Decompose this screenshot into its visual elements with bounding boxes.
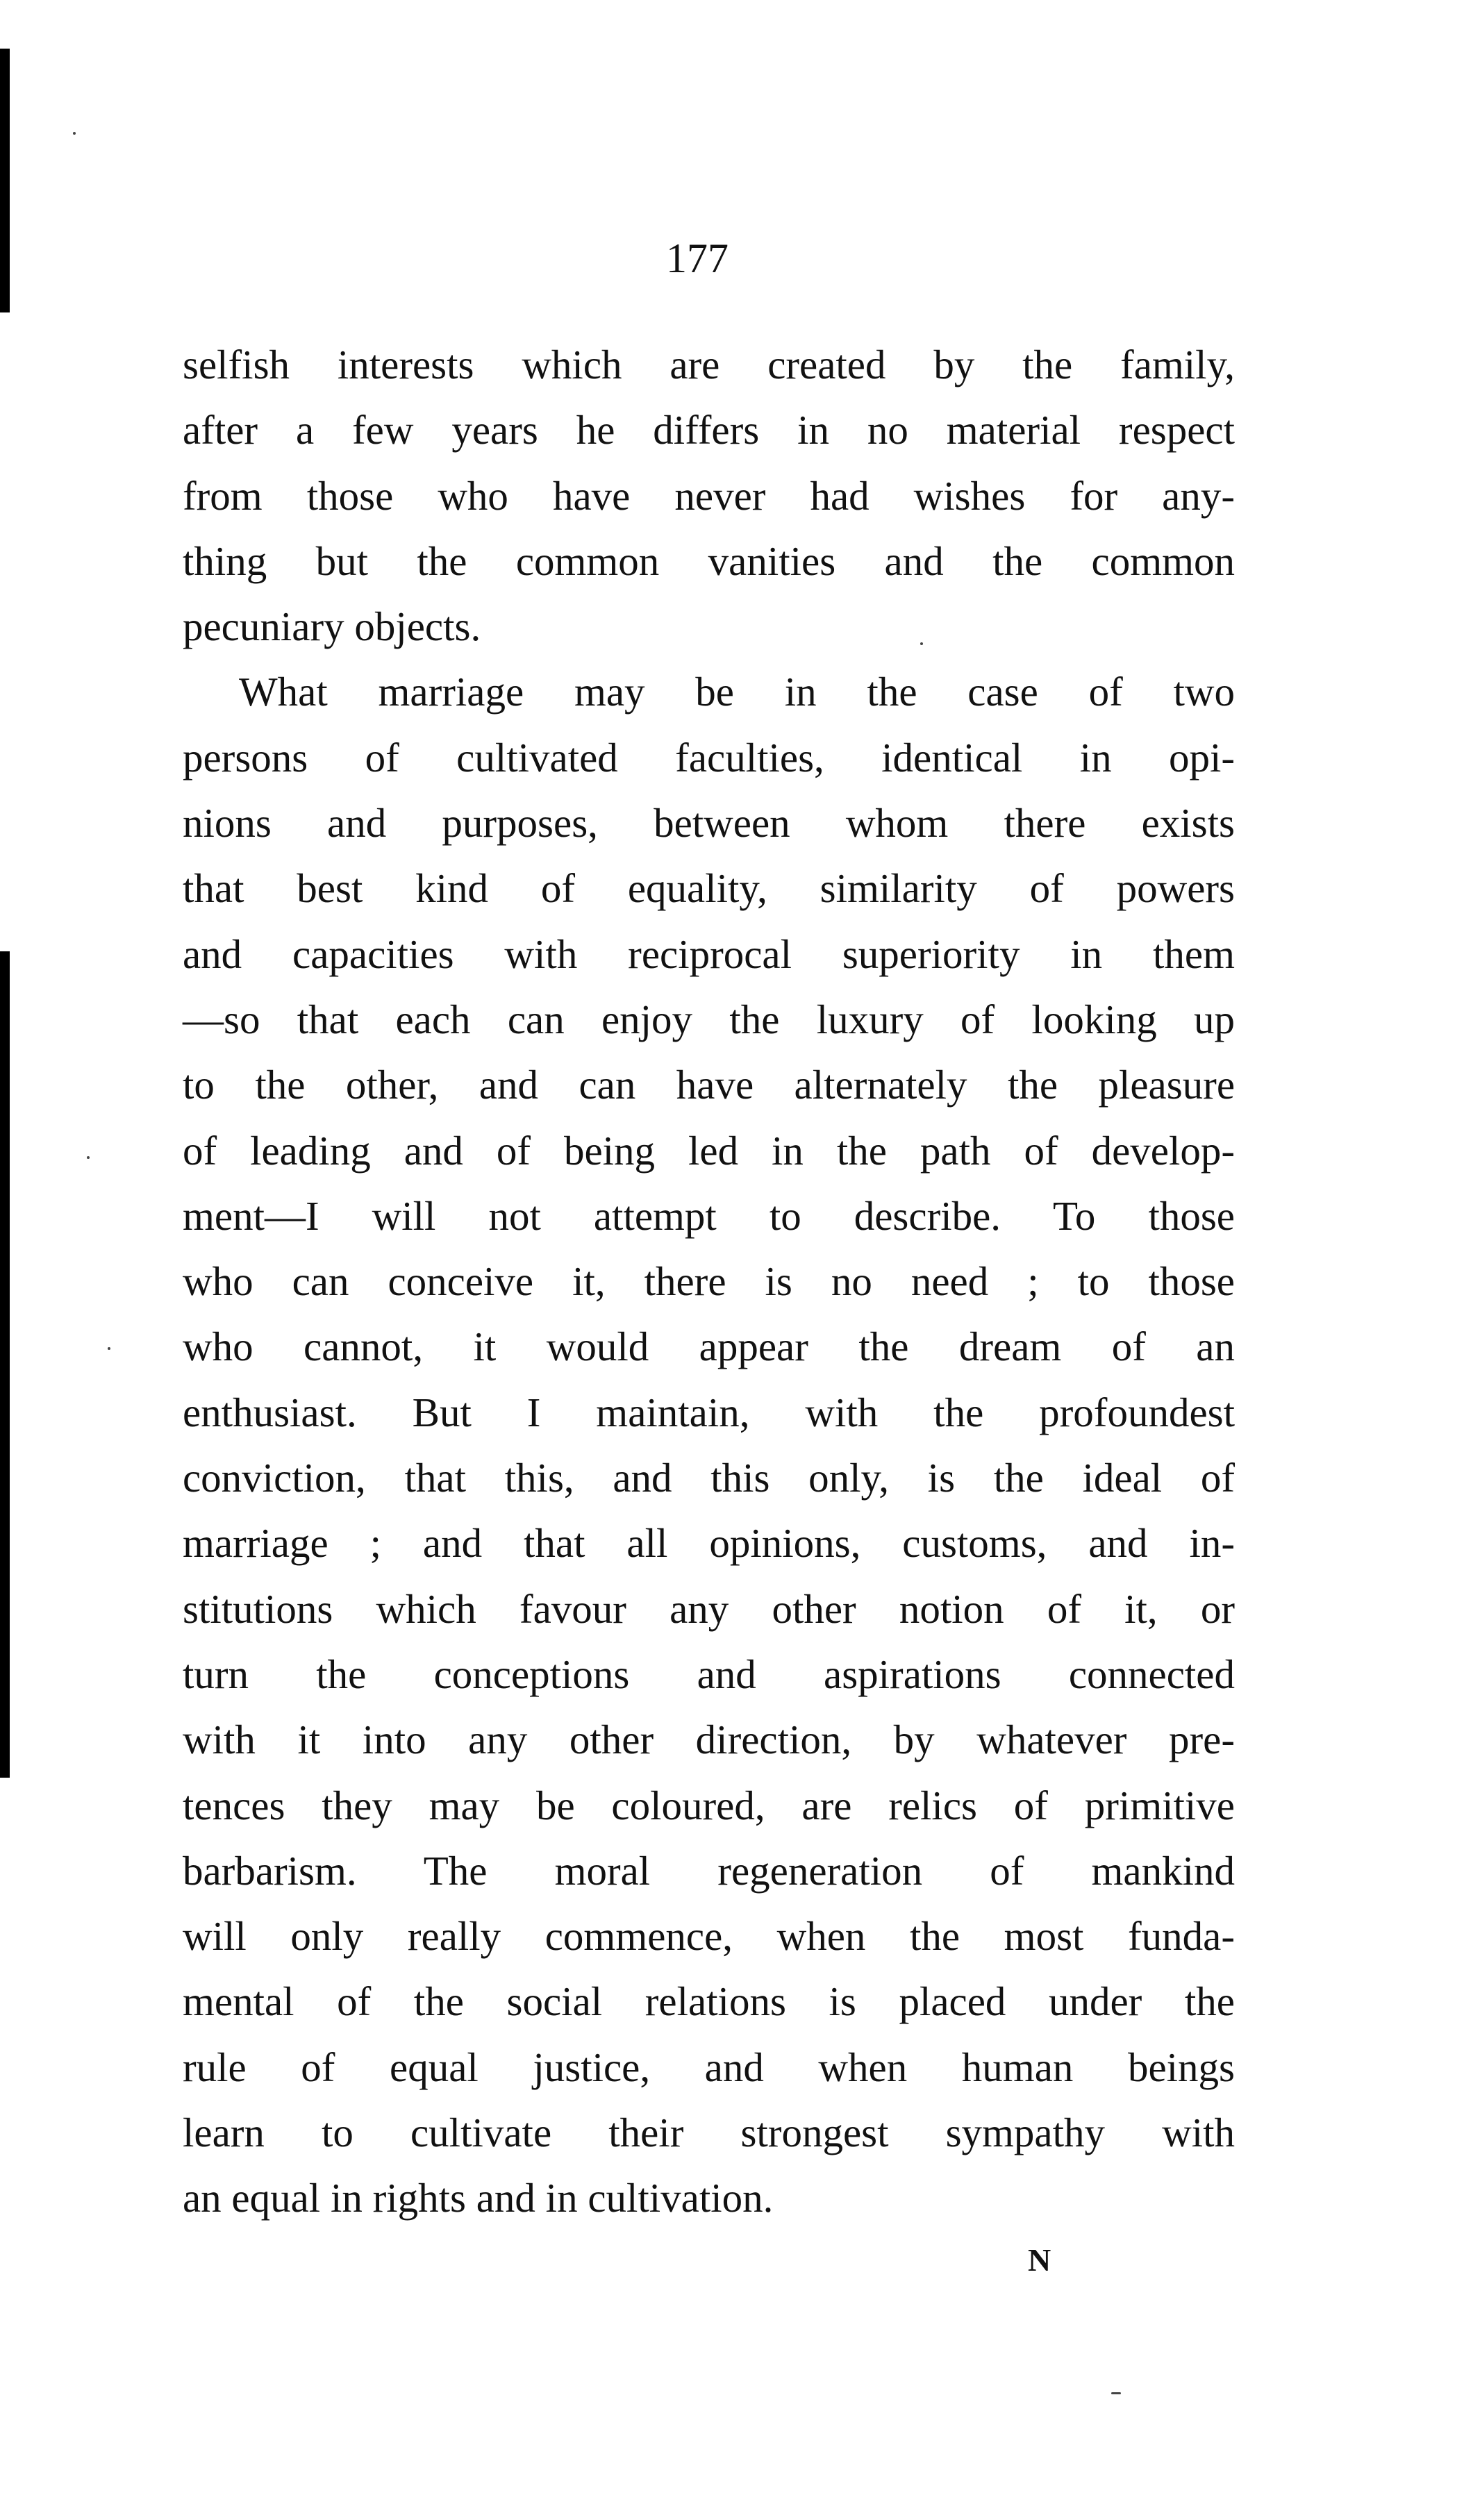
- text-line: ment—I will not attempt to describe. To those: [183, 1192, 1235, 1239]
- text-line: mental of the social relations is placed under the: [183, 1978, 1235, 2025]
- text-line: who cannot, it would appear the dream of an: [183, 1324, 1235, 1370]
- text-line: stitutions which favour any other notion of it, or: [183, 1585, 1235, 1632]
- text-line: nions and purposes, between whom there exists: [183, 800, 1235, 846]
- binding-edge-mark: [0, 951, 10, 1778]
- text-line: enthusiast. But I maintain, with the profoundest: [183, 1389, 1235, 1435]
- text-line: rule of equal justice, and when human beings: [183, 2044, 1235, 2090]
- paragraph: [183, 332, 1235, 659]
- text-line: conviction, that this, and this only, is the ideal of: [183, 1455, 1235, 1501]
- text-line: an equal in rights and in cultivation.: [183, 2175, 774, 2221]
- scan-speck: [73, 132, 76, 135]
- text-line: to the other, and can have alternately the pleasure: [183, 1062, 1235, 1108]
- text-line: thing but the common vanities and the common: [183, 537, 1235, 584]
- text-line: persons of cultivated faculties, identical in opi-: [183, 734, 1235, 781]
- scan-speck: [87, 1156, 90, 1159]
- body-text: [183, 332, 1235, 2231]
- text-line: tences they may be coloured, are relics of primitive: [183, 1782, 1235, 1828]
- text-line: and capacities with reciprocal superiority in them: [183, 931, 1235, 977]
- text-line: who can conceive it, there is no need ; to those: [183, 1258, 1235, 1305]
- page-number: 177: [666, 235, 729, 281]
- scan-speck: [108, 1347, 110, 1350]
- text-line: after a few years he differs in no material respect: [183, 407, 1235, 453]
- text-line: pecuniary objects.: [183, 603, 481, 650]
- text-line: from those who have never had wishes for any-: [183, 472, 1235, 519]
- text-line: of leading and of being led in the path of develop-: [183, 1127, 1235, 1174]
- text-line: will only really commence, when the most funda-: [183, 1913, 1235, 1960]
- text-line: learn to cultivate their strongest sympathy with: [183, 2110, 1235, 2156]
- text-line: selfish interests which are created by the family,: [183, 342, 1235, 387]
- scan-speck: [1111, 2392, 1121, 2394]
- text-line: What marriage may be in the case of two: [239, 669, 1235, 715]
- paragraph: [183, 659, 1235, 2230]
- signature-mark: N: [1028, 2242, 1051, 2278]
- text-line: that best kind of equality, similarity of powers: [183, 865, 1235, 912]
- text-line: turn the conceptions and aspirations connected: [183, 1651, 1235, 1697]
- text-line: barbarism. The moral regeneration of mankind: [183, 1847, 1235, 1894]
- text-line: —so that each can enjoy the luxury of looking up: [183, 996, 1235, 1042]
- text-line: marriage ; and that all opinions, customs, and in-: [183, 1520, 1235, 1567]
- text-line: with it into any other direction, by whatever pre-: [183, 1717, 1235, 1763]
